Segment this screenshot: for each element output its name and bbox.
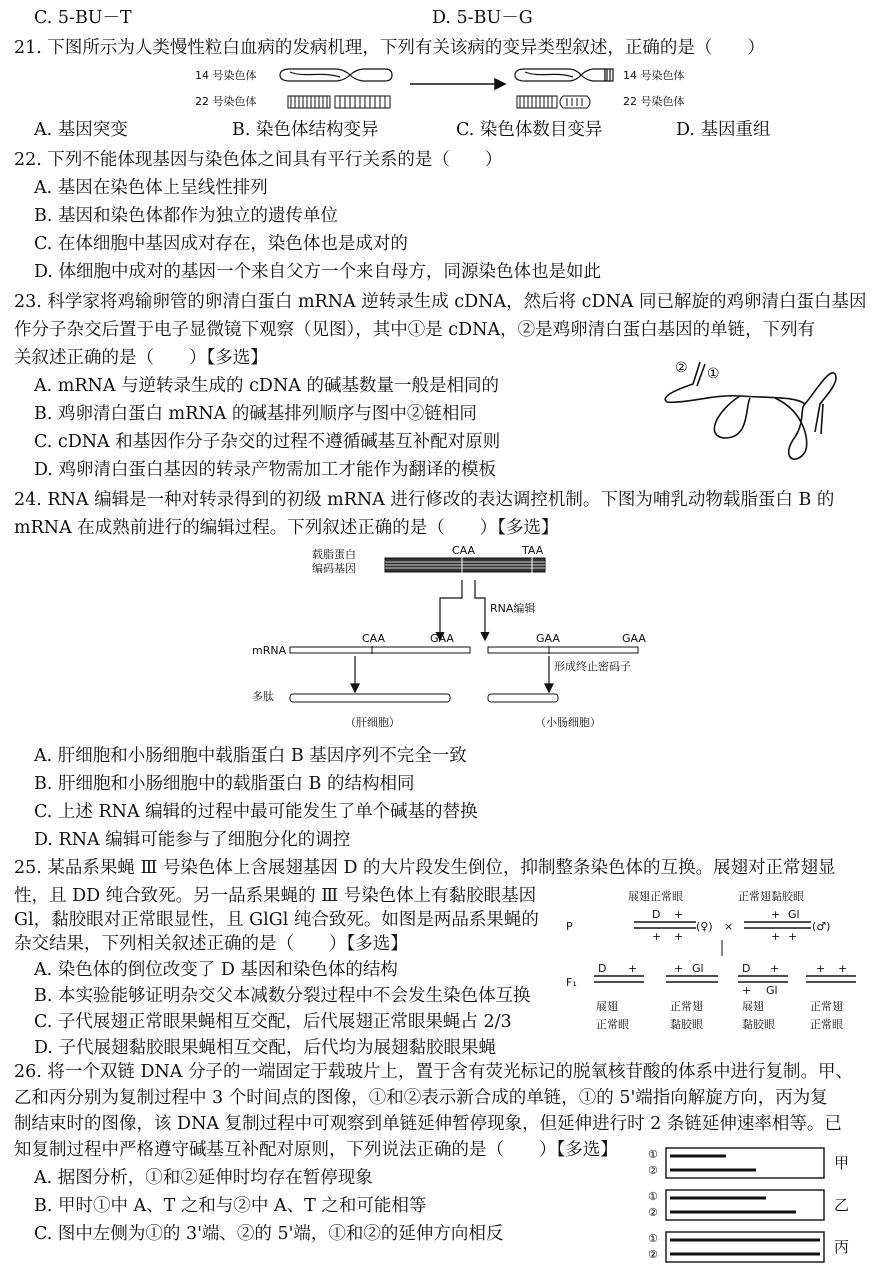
q26-stem-line2: 乙和丙分别为复制过程中 3 个时间点的图像，①和②表示新合成的单链，①的 5'端指向解旋方向，丙为复 (14, 1088, 828, 1108)
q26-label-jia: 甲 (834, 1154, 850, 1172)
q26-replication-figure (646, 1144, 866, 1270)
q25-p1-plus-c: + (674, 930, 684, 943)
q24-gene-label-2: 编码基因 (312, 562, 356, 575)
q25-parent-chromosomes (634, 922, 811, 928)
q24-codon-caa-top: CAA (452, 544, 476, 557)
q25-c2-eye: 黏胶眼 (670, 1018, 703, 1031)
q20-option-c: C. 5-BU－T (34, 8, 132, 28)
q25-c4-wing: 正常翅 (810, 1000, 843, 1013)
q25-male: (♂) (812, 920, 831, 933)
q24-option-a: A. 肝细胞和小肠细胞中载脂蛋白 B 基因序列不完全一致 (34, 746, 467, 766)
q22-option-a: A. 基因在染色体上呈线性排列 (34, 178, 268, 198)
q23-label-1: ① (707, 366, 720, 382)
q24-mrna-bars (290, 646, 638, 654)
q26-option-c: C. 图中左侧为①的 3'端、②的 5'端，①和②的延伸方向相反 (34, 1224, 504, 1244)
q24-arrows-split (436, 580, 489, 640)
q25-p1-plus: + (674, 908, 684, 921)
q24-stop-label: 形成终止密码子 (554, 660, 631, 673)
q25-c1-wing: 展翅 (596, 1000, 618, 1013)
q24-stem-line1: 24. RNA 编辑是一种对转录得到的初级 mRNA 进行修改的表达调控机制。下图为哺乳动物载脂蛋白 B 的 (14, 490, 835, 510)
q24-option-b: B. 肝细胞和小肠细胞中的载脂蛋白 B 的结构相同 (34, 774, 415, 794)
q26-label-bing: 丙 (834, 1238, 850, 1256)
q21-label-chr14-left: 14 号染色体 (195, 69, 257, 82)
q25-c1-eye: 正常眼 (596, 1018, 629, 1031)
q24-gene-dna (385, 556, 545, 574)
q25-cross-figure (566, 888, 862, 1050)
q26-stem-line3: 制结束时的图像，该 DNA 复制过程中可观察到单链延伸暂停现象，但延伸进行时 2 条链延伸速率相等。已 (14, 1114, 842, 1134)
q24-peptide-label: 多肽 (252, 690, 274, 703)
q25-c3-plus-b: + (742, 984, 752, 997)
q25-c1-D: D (598, 962, 607, 975)
q25-option-d: D. 子代展翅黏胶眼果蝇相互交配，后代均为展翅黏胶眼果蝇 (34, 1038, 497, 1058)
q24-translation-arrows (351, 656, 553, 692)
q25-c1-plus: + (628, 962, 638, 975)
q25-p2-plus: + (771, 908, 781, 921)
q25-option-b: B. 本实验能够证明杂交父本减数分裂过程中不会发生染色体互换 (34, 986, 531, 1006)
q25-female: (♀) (696, 920, 713, 933)
q24-codon-caa-left: CAA (362, 632, 386, 645)
q26-bing-m1: ① (648, 1232, 658, 1245)
q25-p1-D: D (652, 908, 661, 921)
q26-jia-m2: ② (648, 1164, 658, 1177)
q23-loop-strands (665, 362, 836, 459)
q26-label-yi: 乙 (834, 1196, 850, 1214)
chr22-after (517, 96, 590, 108)
q25-c3-eye: 黏胶眼 (742, 1018, 775, 1031)
q22-option-d: D. 体细胞中成对的基因一个来自父方一个来自母方，同源染色体也是如此 (34, 262, 602, 282)
q24-edit-label: RNA编辑 (490, 602, 536, 615)
q25-p2-Gl: Gl (788, 908, 800, 921)
q25-c3-D: D (742, 962, 751, 975)
chr22-before (288, 96, 390, 108)
q25-p-label: P (566, 920, 573, 933)
q22-stem: 22. 下列不能体现基因与染色体之间具有平行关系的是（ ） (14, 150, 503, 170)
q22-option-c: C. 在体细胞中基因成对存在，染色体也是成对的 (34, 234, 408, 254)
q25-c3-plus: + (770, 962, 780, 975)
q23-label-2: ② (675, 360, 688, 376)
q25-c4-plus: + (816, 962, 826, 975)
q24-codon-taa-top: TAA (522, 544, 544, 557)
q23-stem-line2: 作分子杂交后置于电子显微镜下观察（见图），其中①是 cDNA，②是鸡卵清白蛋白基因的单链，下列有 (14, 320, 816, 340)
q25-c2-wing: 正常翅 (670, 1000, 703, 1013)
q25-p1-plus-b: + (652, 930, 662, 943)
q24-option-c: C. 上述 RNA 编辑的过程中最可能发生了单个碱基的替换 (34, 802, 478, 822)
q23-stem-line1: 23. 科学家将鸡输卵管的卵清白蛋白 mRNA 逆转录生成 cDNA，然后将 cDNA 同已解旋的鸡卵清白蛋白基因 (14, 292, 867, 312)
q26-panel-jia (648, 1148, 849, 1178)
q25-parent1-label: 展翅正常眼 (628, 890, 683, 903)
q24-peptide-chains (290, 694, 558, 702)
q24-codon-gaa-right: GAA (536, 632, 560, 645)
q24-option-d: D. RNA 编辑可能参与了细胞分化的调控 (34, 830, 351, 850)
q25-f1-label: F₁ (566, 976, 577, 989)
q24-mrna-label: mRNA (252, 644, 287, 657)
q25-c2-Gl: Gl (692, 962, 704, 975)
q26-panel-bing (648, 1232, 849, 1262)
q20-option-d: D. 5-BU－G (432, 8, 533, 28)
q26-jia-m1: ① (648, 1148, 658, 1161)
q21-label-chr22-left: 22 号染色体 (195, 95, 257, 108)
q26-option-a: A. 据图分析，①和②延伸时均存在暂停现象 (34, 1168, 373, 1188)
q21-option-b: B. 染色体结构变异 (232, 120, 379, 140)
q21-option-d: D. 基因重组 (676, 120, 771, 140)
q25-parent2-label: 正常翅黏胶眼 (738, 890, 804, 903)
q21-label-chr14-right: 14 号染色体 (623, 69, 685, 82)
q25-c4-eye: 正常眼 (810, 1018, 843, 1031)
q24-liver-label: （肝细胞） (345, 716, 400, 729)
q24-stem-line2: mRNA 在成熟前进行的编辑过程。下列叙述正确的是（ ）【多选】 (14, 518, 559, 538)
q26-stem-line4: 知复制过程中严格遵守碱基互补配对原则，下列说法正确的是（ ）【多选】 (14, 1140, 618, 1160)
q26-bing-m2: ② (648, 1248, 658, 1261)
transform-arrow (410, 79, 505, 89)
q21-label-chr22-right: 22 号染色体 (623, 95, 685, 108)
q22-option-b: B. 基因和染色体都作为独立的遗传单位 (34, 206, 338, 226)
q26-panel-yi (648, 1190, 849, 1220)
q25-f1-chromosomes (594, 976, 856, 982)
q25-stem-line1: 25. 某品系果蝇 Ⅲ 号染色体上含展翅基因 D 的大片段发生倒位，抑制整条染色体的互换。展翅对正常翅显 (14, 858, 836, 878)
q25-cross-sign: × (724, 920, 734, 933)
q24-rna-editing-figure (250, 542, 670, 732)
q25-p2-plus-c: + (788, 930, 798, 943)
q23-option-a: A. mRNA 与逆转录生成的 cDNA 的碱基数量一般是相同的 (34, 376, 499, 396)
q24-codon-gaa-left: GAA (430, 632, 454, 645)
chr14-after (515, 69, 613, 81)
q26-stem-line1: 26. 将一个双链 DNA 分子的一端固定于载玻片上，置于含有荧光标记的脱氧核苷酸的体系中进行复制。甲、 (14, 1062, 853, 1082)
q25-c4-plus-b: + (838, 962, 848, 975)
q23-option-d: D. 鸡卵清白蛋白基因的转录产物需加工才能作为翻译的模板 (34, 460, 497, 480)
q21-chromosome-figure (195, 62, 715, 114)
q25-stem-line2: 性，且 DD 纯合致死。另一品系果蝇的 Ⅲ 号染色体上有黏胶眼基因 (14, 886, 537, 906)
q25-option-c: C. 子代展翅正常眼果蝇相互交配，后代展翅正常眼果蝇占 2/3 (34, 1012, 512, 1032)
chr14-before (280, 69, 392, 81)
q25-c3-Gl: Gl (766, 984, 778, 997)
q23-hybrid-figure (655, 352, 855, 472)
q24-codon-gaa-right-2: GAA (622, 632, 646, 645)
q25-c3-wing: 展翅 (742, 1000, 764, 1013)
q25-c2-plus: + (674, 962, 684, 975)
q25-stem-line3: Gl，黏胶眼对正常眼显性，且 GlGl 纯合致死。如图是两品系果蝇的 (14, 910, 539, 930)
q21-option-c: C. 染色体数目变异 (456, 120, 603, 140)
q23-option-b: B. 鸡卵清白蛋白 mRNA 的碱基排列顺序与图中②链相同 (34, 404, 477, 424)
q26-option-b: B. 甲时①中 A、T 之和与②中 A、T 之和可能相等 (34, 1196, 427, 1216)
q23-stem-line3: 关叙述正确的是（ ）【多选】 (14, 348, 268, 368)
q21-option-a: A. 基因突变 (34, 120, 128, 140)
q24-gut-label: （小肠细胞） (535, 716, 601, 729)
q24-gene-label-1: 载脂蛋白 (312, 548, 356, 561)
q25-p2-plus-b: + (771, 930, 781, 943)
q23-option-c: C. cDNA 和基因作分子杂交的过程不遵循碱基互补配对原则 (34, 432, 501, 452)
q26-yi-m1: ① (648, 1190, 658, 1203)
q21-stem: 21. 下图所示为人类慢性粒白血病的发病机理，下列有关该病的变异类型叙述，正确的是（ ） (14, 38, 765, 58)
q25-stem-line4: 杂交结果，下列相关叙述正确的是（ ）【多选】 (14, 934, 408, 954)
q26-yi-m2: ② (648, 1206, 658, 1219)
q25-option-a: A. 染色体的倒位改变了 D 基因和染色体的结构 (34, 960, 398, 980)
